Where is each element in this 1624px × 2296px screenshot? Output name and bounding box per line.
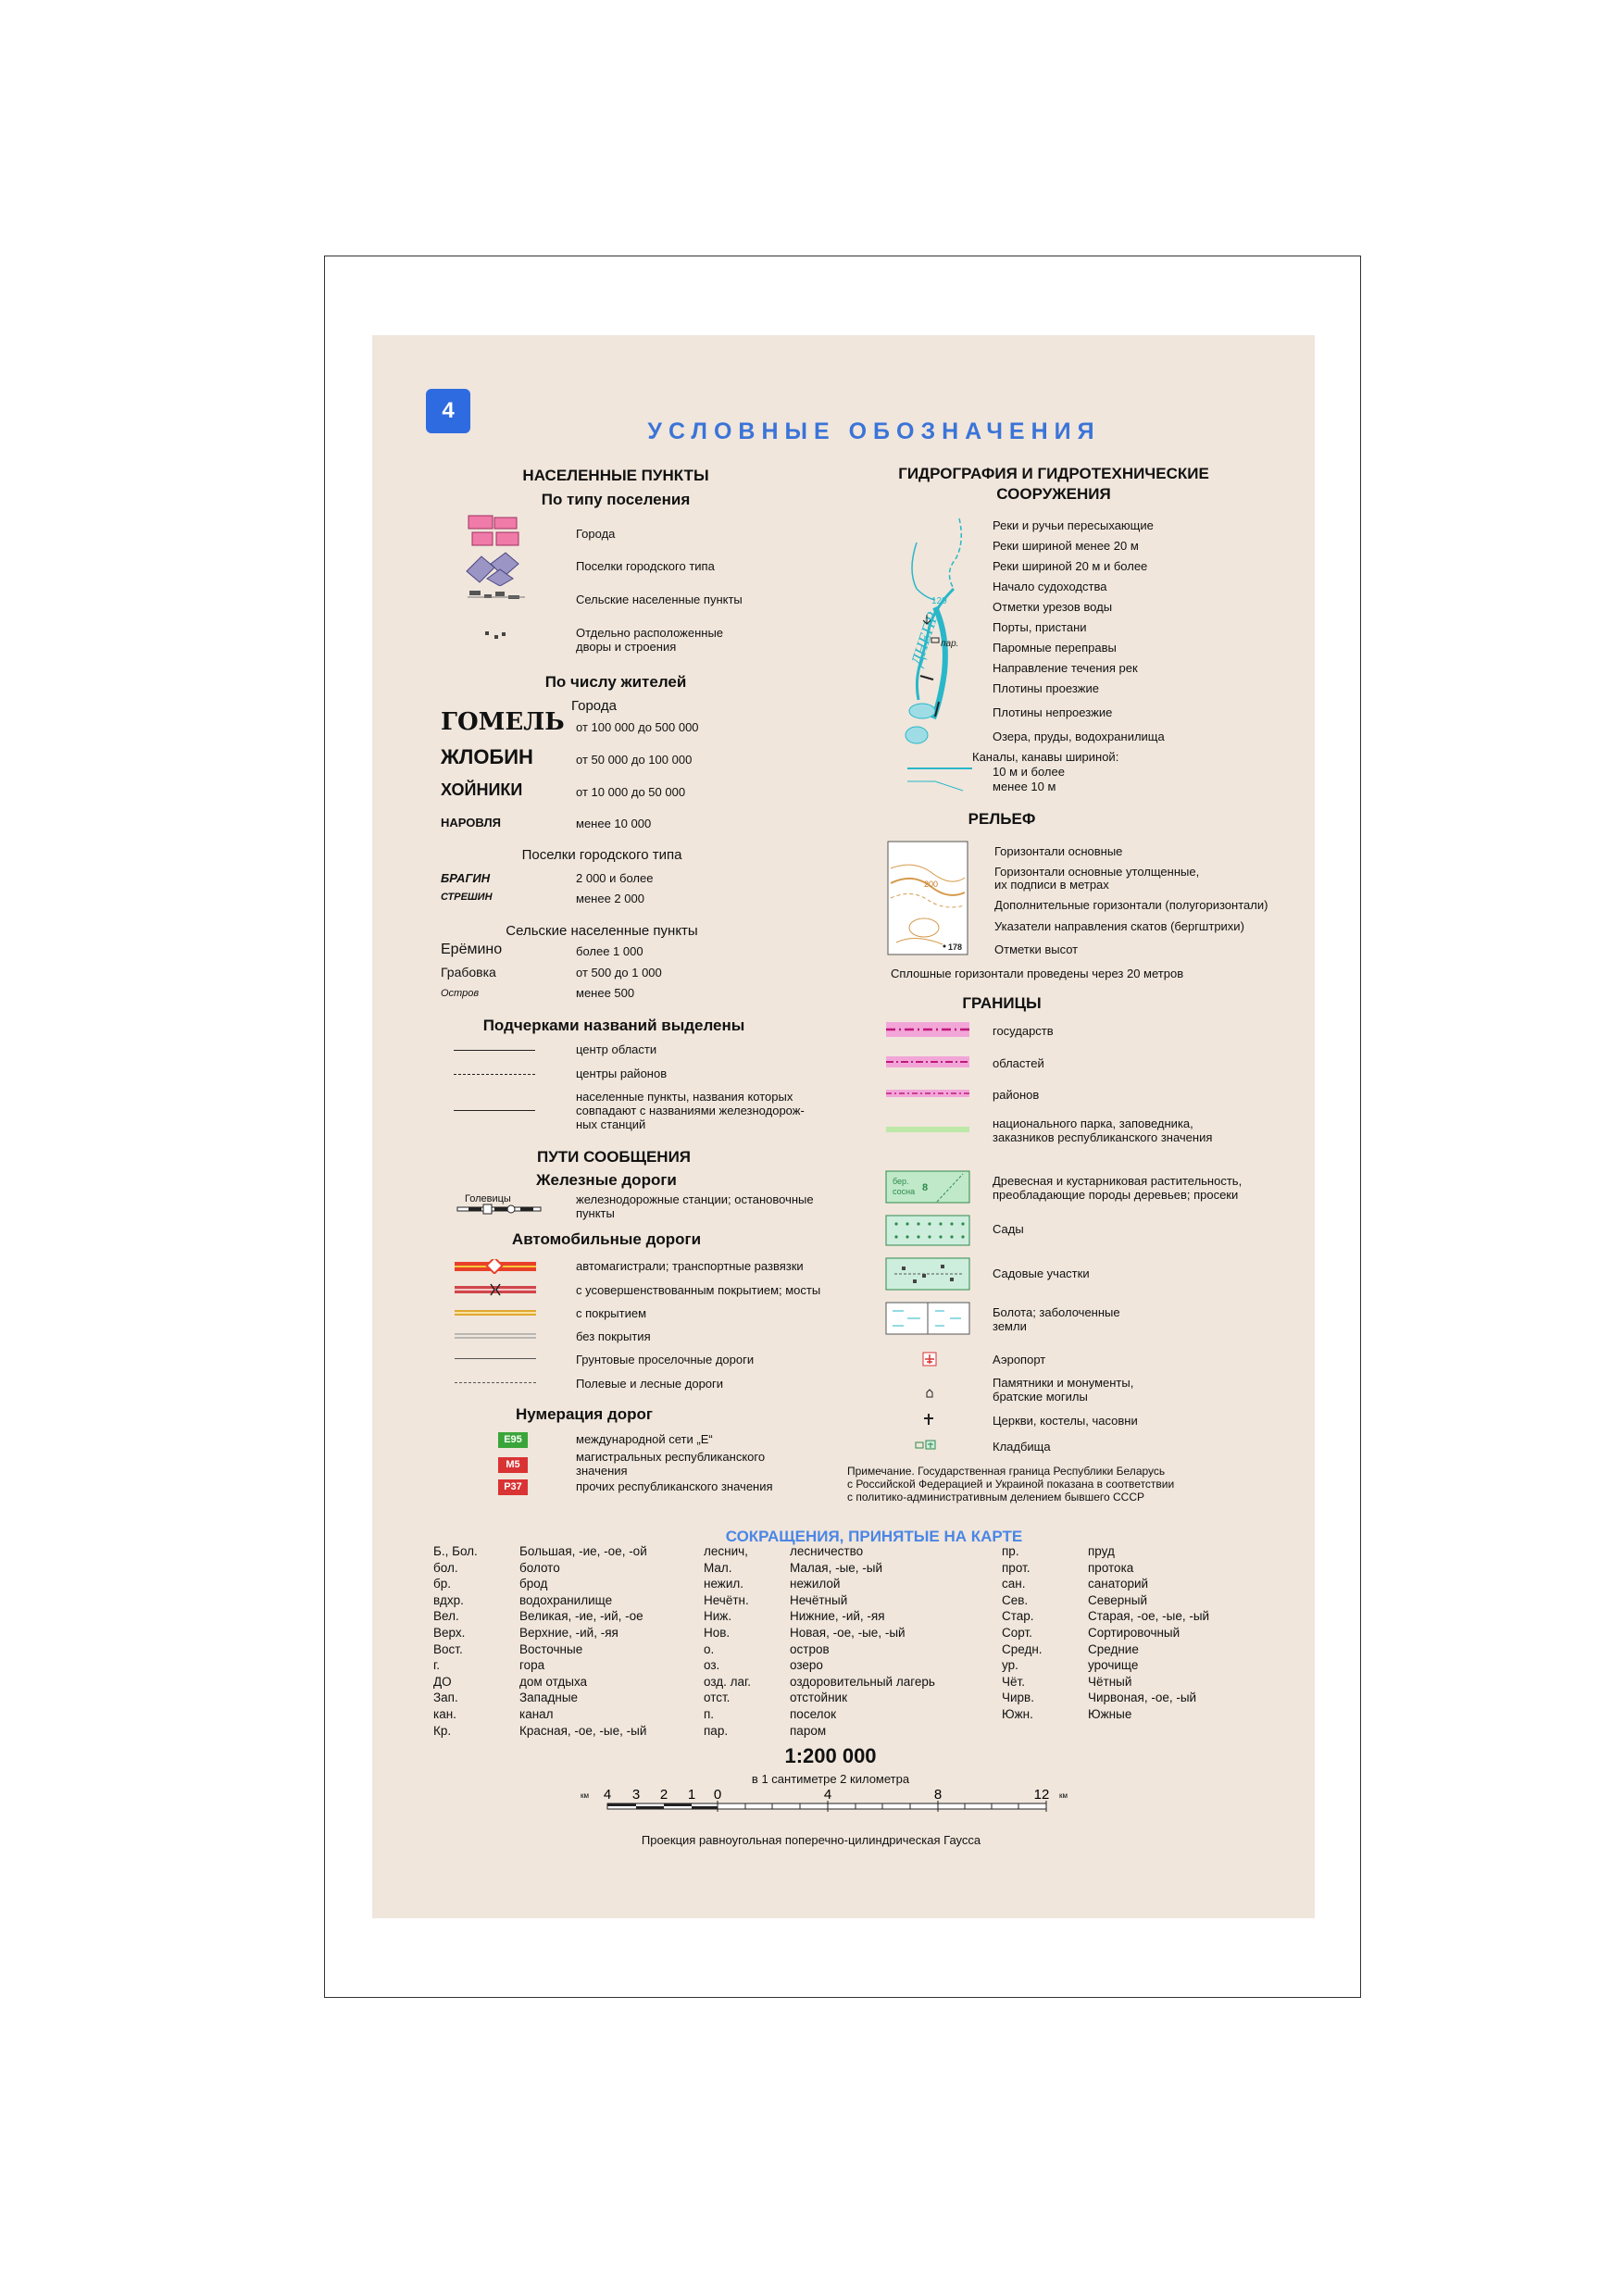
borders-heading: ГРАНИЦЫ: [962, 994, 1042, 1012]
city-name-small: ХОЙНИКИ: [441, 780, 523, 799]
abbr-col-5: [1002, 1543, 1043, 1723]
abbr-short: пр.: [1002, 1544, 1019, 1558]
scale-tick-label: 1: [687, 1787, 696, 1803]
water-mark-value: 129: [931, 596, 947, 606]
cities-subheading: Города: [571, 698, 617, 714]
abbr-full: остров: [790, 1641, 830, 1656]
airport-icon: [922, 1352, 937, 1366]
city-name-medium: ЖЛОБИН: [441, 745, 533, 768]
scale-tick-label: 3: [631, 1787, 641, 1803]
abbr-short: пар.: [704, 1723, 729, 1738]
garden-plot-symbol: [885, 1257, 972, 1291]
scale-ratio: 1:200 000: [784, 1744, 877, 1767]
abbr-short: Верх.: [433, 1625, 466, 1640]
hydro-label-5: Порты, пристани: [993, 620, 1087, 634]
abbr-full: дом отдыха: [519, 1674, 588, 1689]
abbr-short: г.: [433, 1658, 441, 1673]
underline-thin-label-3: ных станций: [576, 1117, 646, 1131]
region-border-symbol: [885, 1054, 972, 1070]
abbr-full: Новая, -ое, -ые, -ый: [790, 1625, 906, 1640]
village-range-large: более 1 000: [576, 944, 643, 958]
hydro-label-10: Озера, пруды, водохранилища: [993, 730, 1165, 743]
page-title: УСЛОВНЫЕ ОБОЗНАЧЕНИЯ: [647, 418, 1101, 444]
rail-heading: Железные дороги: [536, 1171, 677, 1189]
abbr-full: Западные: [519, 1691, 579, 1705]
paved-symbol: [454, 1308, 539, 1317]
transport-heading: ПУТИ СООБЩЕНИЯ: [536, 1148, 692, 1166]
cemetery-icon: [915, 1440, 939, 1451]
abbreviations-heading: СОКРАЩЕНИЯ, ПРИНЯТЫЕ НА КАРТЕ: [725, 1528, 1023, 1545]
auto-label-highway: автомагистрали; транспортные развязки: [576, 1259, 804, 1273]
abbr-full: озеро: [790, 1658, 823, 1673]
abbr-short: Зап.: [433, 1691, 458, 1705]
hydro-label-0: Реки и ручьи пересыхающие: [993, 518, 1154, 532]
abbr-short: Чёт.: [1002, 1674, 1025, 1689]
dirt-road-symbol: [455, 1358, 536, 1359]
swamp-symbol: [885, 1302, 972, 1335]
abbr-short: Нечётн.: [704, 1592, 749, 1607]
city-symbol: [463, 514, 528, 551]
abbr-full: протока: [1088, 1560, 1134, 1575]
contour-value: 200: [924, 880, 939, 889]
road-tag-m: M5: [498, 1457, 528, 1473]
relief-label-2: их подписи в метрах: [994, 878, 1109, 892]
page-number-badge: 4: [426, 389, 470, 433]
towns-subheading: Поселки городского типа: [521, 847, 682, 863]
numbering-heading: Нумерация дорог: [516, 1405, 653, 1423]
projection-note: Проекция равноугольная поперечно-цилиндрическая Гаусса: [641, 1833, 981, 1847]
abbr-short: бол.: [433, 1560, 458, 1575]
hydro-label-4: Отметки урезов воды: [993, 600, 1113, 614]
road-tag-m-label-2: значения: [576, 1464, 628, 1478]
homestead-symbol: [483, 630, 511, 643]
abbr-short: п.: [704, 1706, 715, 1721]
settlements-heading: НАСЕЛЕННЫЕ ПУНКТЫ: [522, 467, 709, 484]
type-village-label: Сельские населенные пункты: [576, 593, 743, 606]
park-border-symbol: [885, 1126, 972, 1133]
pier-label: пар.: [941, 639, 959, 649]
canal-label-wide: 10 м и более: [993, 765, 1065, 779]
type-town-label: Поселки городского типа: [576, 559, 715, 573]
river-name: ДНЕПР: [906, 609, 943, 668]
auto-label-unpaved: без покрытия: [576, 1329, 651, 1343]
abbr-full: Средние: [1088, 1641, 1139, 1656]
underline-solid-label: центр области: [576, 1042, 657, 1056]
abbr-short: Сев.: [1002, 1592, 1029, 1607]
state-border-symbol: [885, 1020, 972, 1039]
rail-symbol: [456, 1204, 544, 1215]
abbr-full: лесничество: [790, 1544, 864, 1558]
auto-label-improved: с усовершенствованным покрытием; мосты: [576, 1283, 821, 1297]
hydro-label-2: Реки шириной 20 м и более: [993, 559, 1148, 573]
abbr-short: озд. лаг.: [704, 1674, 752, 1689]
church-icon: [922, 1413, 935, 1426]
note-line-2: с Российской Федерацией и Украиной показана в соответствии: [847, 1478, 1175, 1491]
abbr-col-6: [1088, 1543, 1209, 1723]
rail-label-1: железнодорожные станции; остановочные: [576, 1192, 814, 1206]
abbr-full: Малая, -ые, -ый: [790, 1560, 883, 1575]
land-label-airport: Аэропорт: [993, 1353, 1046, 1366]
relief-label-4: Указатели направления скатов (бергштрихи): [994, 919, 1244, 933]
abbr-full: оздоровительный лагерь: [790, 1674, 935, 1689]
land-label-swamp-1: Болота; заболоченные: [993, 1305, 1120, 1319]
scale-unit-left: км: [581, 1791, 589, 1800]
relief-heading: РЕЛЬЕФ: [968, 810, 1036, 828]
auto-label-dirt: Грунтовые проселочные дороги: [576, 1353, 755, 1366]
abbr-short: Нов.: [704, 1625, 731, 1640]
abbr-short: Средн.: [1002, 1641, 1043, 1656]
city-range-medium: от 50 000 до 100 000: [576, 753, 693, 767]
abbr-full: паром: [790, 1723, 827, 1738]
village-range-medium: от 500 до 1 000: [576, 966, 662, 980]
abbr-full: Восточные: [519, 1641, 583, 1656]
canal-heading: Каналы, канавы шириной:: [972, 750, 1119, 764]
abbr-short: Мал.: [704, 1560, 732, 1575]
land-label-cemetery: Кладбища: [993, 1440, 1051, 1454]
rail-sample-name: Голевицы: [465, 1193, 511, 1204]
land-label-church: Церкви, костелы, часовни: [993, 1414, 1138, 1428]
town-range-small: менее 2 000: [576, 892, 644, 905]
auto-label-field: Полевые и лесные дороги: [576, 1377, 724, 1391]
land-label-swamp-2: земли: [993, 1319, 1027, 1333]
forest-height: 8: [922, 1182, 929, 1193]
scale-tick-label: 12: [1033, 1787, 1050, 1803]
village-range-small: менее 500: [576, 986, 635, 1000]
hydro-label-8: Плотины проезжие: [993, 681, 1099, 695]
road-tag-e: E95: [498, 1432, 528, 1448]
abbr-short: Южн.: [1002, 1706, 1033, 1721]
border-label-region: областей: [993, 1056, 1044, 1070]
type-homestead-label: Отдельно расположенные: [576, 626, 724, 640]
type-homestead-label-2: дворы и строения: [576, 640, 677, 654]
abbr-full: Чирвоная, -ое, -ый: [1088, 1691, 1197, 1705]
by-type-heading: По типу поселения: [541, 491, 691, 508]
forest-species-2: сосна: [893, 1187, 916, 1196]
underline-thin-label-1: населенные пункты, названия которых: [576, 1090, 793, 1104]
abbr-full: поселок: [790, 1706, 837, 1721]
abbr-full: брод: [519, 1577, 548, 1591]
abbr-full: Чётный: [1088, 1674, 1132, 1689]
underline-thin-label-2: совпадают с названиями железнодорож-: [576, 1104, 805, 1117]
abbr-full: болото: [519, 1560, 560, 1575]
abbr-short: Вел.: [433, 1609, 459, 1624]
abbr-short: ДО: [433, 1674, 452, 1689]
hydro-label-3: Начало судоходства: [993, 580, 1107, 593]
underline-dashed-label: центры районов: [576, 1067, 668, 1080]
abbr-full: Нижние, -ий, -яя: [790, 1609, 885, 1624]
village-name-medium: Грабовка: [441, 965, 496, 980]
scale-tick-label: 4: [603, 1787, 612, 1803]
abbr-full: Красная, -ое, -ые, -ый: [519, 1723, 647, 1738]
monument-icon: [925, 1389, 934, 1398]
scale-tick-label: 8: [933, 1787, 943, 1803]
city-range-large: от 100 000 до 500 000: [576, 720, 699, 734]
height-value: 178: [948, 942, 963, 952]
auto-heading: Автомобильные дороги: [511, 1230, 702, 1248]
land-label-garden: Садовые участки: [993, 1267, 1090, 1280]
relief-label-5: Отметки высот: [994, 942, 1079, 956]
abbr-full: пруд: [1088, 1544, 1115, 1558]
abbr-short: бр.: [433, 1577, 451, 1591]
underline-dashed: [454, 1074, 535, 1075]
hydro-label-1: Реки шириной менее 20 м: [993, 539, 1139, 553]
abbr-col-1: [433, 1543, 478, 1739]
highway-symbol: [454, 1259, 539, 1274]
land-label-monument-1: Памятники и монументы,: [993, 1376, 1134, 1390]
abbr-short: отст.: [704, 1691, 731, 1705]
note-line-3: с политико-административным делением бывшего СССР: [847, 1491, 1144, 1504]
scale-tick-label: 4: [823, 1787, 832, 1803]
road-tag-p: P37: [498, 1479, 528, 1495]
abbr-short: Сорт.: [1002, 1625, 1032, 1640]
town-name-large: БРАГИН: [441, 871, 491, 885]
village-name-small: Остров: [441, 988, 480, 999]
paved-improved-symbol: [454, 1283, 539, 1296]
abbr-short: Вост.: [433, 1641, 463, 1656]
abbr-col-4: [790, 1543, 935, 1739]
abbr-col-2: [519, 1543, 647, 1739]
city-range-smallest: менее 10 000: [576, 817, 652, 830]
scale-tick-label: 2: [659, 1787, 668, 1803]
abbr-short: ур.: [1002, 1658, 1018, 1673]
relief-label-3: Дополнительные горизонтали (полугоризонтали): [994, 898, 1268, 912]
abbr-full: Нечётный: [790, 1592, 848, 1607]
city-name-smallest: НАРОВЛЯ: [441, 816, 501, 830]
abbr-short: сан.: [1002, 1577, 1026, 1591]
scale-tick-label: 0: [713, 1787, 722, 1803]
city-name-large: ГОМЕЛЬ: [441, 708, 565, 736]
abbr-full: Северный: [1088, 1592, 1147, 1607]
abbr-short: Ниж.: [704, 1609, 732, 1624]
abbr-short: Чирв.: [1002, 1691, 1034, 1705]
border-label-district: районов: [993, 1088, 1040, 1102]
abbr-full: Большая, -ие, -ое, -ой: [519, 1544, 647, 1558]
land-label-orchard: Сады: [993, 1222, 1024, 1236]
land-label-forest-2: преобладающие породы деревьев; просеки: [993, 1188, 1239, 1202]
relief-label-1: Горизонтали основные утолщенные,: [994, 865, 1200, 879]
land-label-forest-1: Древесная и кустарниковая растительность,: [993, 1174, 1243, 1188]
abbr-full: санаторий: [1088, 1577, 1149, 1591]
abbr-full: канал: [519, 1706, 554, 1721]
abbr-full: Старая, -ое, -ые, -ый: [1088, 1609, 1210, 1624]
canal-label-narrow: менее 10 м: [993, 780, 1056, 793]
scale-bar: [574, 1782, 1093, 1827]
hydro-heading-1: ГИДРОГРАФИЯ И ГИДРОТЕХНИЧЕСКИЕ: [898, 465, 1209, 482]
unpaved-symbol: [454, 1332, 539, 1340]
abbr-short: о.: [704, 1641, 715, 1656]
relief-diagram: [887, 841, 968, 955]
abbr-full: Великая, -ие, -ий, -ое: [519, 1609, 643, 1624]
underline-solid: [454, 1050, 535, 1051]
town-range-large: 2 000 и более: [576, 871, 654, 885]
abbr-full: водохранилище: [519, 1592, 613, 1607]
abbr-full: нежилой: [790, 1577, 841, 1591]
relief-label-0: Горизонтали основные: [994, 844, 1123, 858]
hydro-label-9: Плотины непроезжие: [993, 705, 1113, 719]
type-city-label: Города: [576, 527, 616, 541]
abbr-short: леснич,: [704, 1544, 748, 1558]
underline-heading: Подчерками названий выделены: [482, 1017, 745, 1034]
abbr-full: Верхние, -ий, -яя: [519, 1625, 618, 1640]
orchard-symbol: [885, 1215, 972, 1246]
abbr-short: нежил.: [704, 1577, 744, 1591]
abbr-full: отстойник: [790, 1691, 847, 1705]
village-name-large: Ерёмино: [441, 942, 503, 957]
abbr-short: вдхр.: [433, 1592, 464, 1607]
hydro-label-6: Паромные переправы: [993, 641, 1117, 655]
underline-thin: [454, 1110, 535, 1111]
land-label-monument-2: братские могилы: [993, 1390, 1088, 1404]
note-line-1: Примечание. Государственная граница Республики Беларусь: [847, 1465, 1166, 1478]
by-population-heading: По числу жителей: [544, 673, 687, 691]
border-label-state: государств: [993, 1024, 1054, 1038]
hydro-label-7: Направление течения рек: [993, 661, 1138, 675]
auto-label-paved: с покрытием: [576, 1306, 647, 1320]
road-tag-e-label: международной сети „Е“: [576, 1432, 713, 1446]
village-symbol: [468, 589, 528, 604]
abbr-short: прот.: [1002, 1560, 1031, 1575]
abbr-full: урочище: [1088, 1658, 1139, 1673]
city-range-small: от 10 000 до 50 000: [576, 785, 686, 799]
abbr-short: Б., Бол.: [433, 1544, 478, 1558]
abbr-short: оз.: [704, 1658, 720, 1673]
forest-species-1: бер.: [893, 1177, 909, 1186]
scale-text: в 1 сантиметре 2 километра: [751, 1772, 910, 1786]
relief-note: Сплошные горизонтали проведены через 20 метров: [891, 967, 1184, 980]
border-label-park-2: заказников республиканского значения: [993, 1130, 1213, 1144]
rail-label-2: пункты: [576, 1206, 615, 1220]
road-tag-m-label-1: магистральных республиканского: [576, 1450, 766, 1464]
field-road-symbol: [455, 1382, 536, 1383]
town-name-small: СТРЕШИН: [441, 892, 493, 903]
abbr-full: Южные: [1088, 1706, 1132, 1721]
abbr-full: гора: [519, 1658, 545, 1673]
abbr-col-3: [704, 1543, 751, 1739]
forest-symbol: [885, 1170, 972, 1204]
abbr-short: Стар.: [1002, 1609, 1034, 1624]
hydro-heading-2: СООРУЖЕНИЯ: [996, 485, 1111, 503]
border-label-park-1: национального парка, заповедника,: [993, 1117, 1193, 1130]
abbr-short: кан.: [433, 1706, 456, 1721]
villages-subheading: Сельские населенные пункты: [506, 923, 698, 939]
abbr-full: Сортировочный: [1088, 1625, 1181, 1640]
scale-unit-right: км: [1059, 1791, 1068, 1800]
town-symbol: [463, 551, 528, 586]
abbr-short: Кр.: [433, 1723, 452, 1738]
road-tag-p-label: прочих республиканского значения: [576, 1479, 773, 1493]
district-border-symbol: [885, 1087, 972, 1100]
